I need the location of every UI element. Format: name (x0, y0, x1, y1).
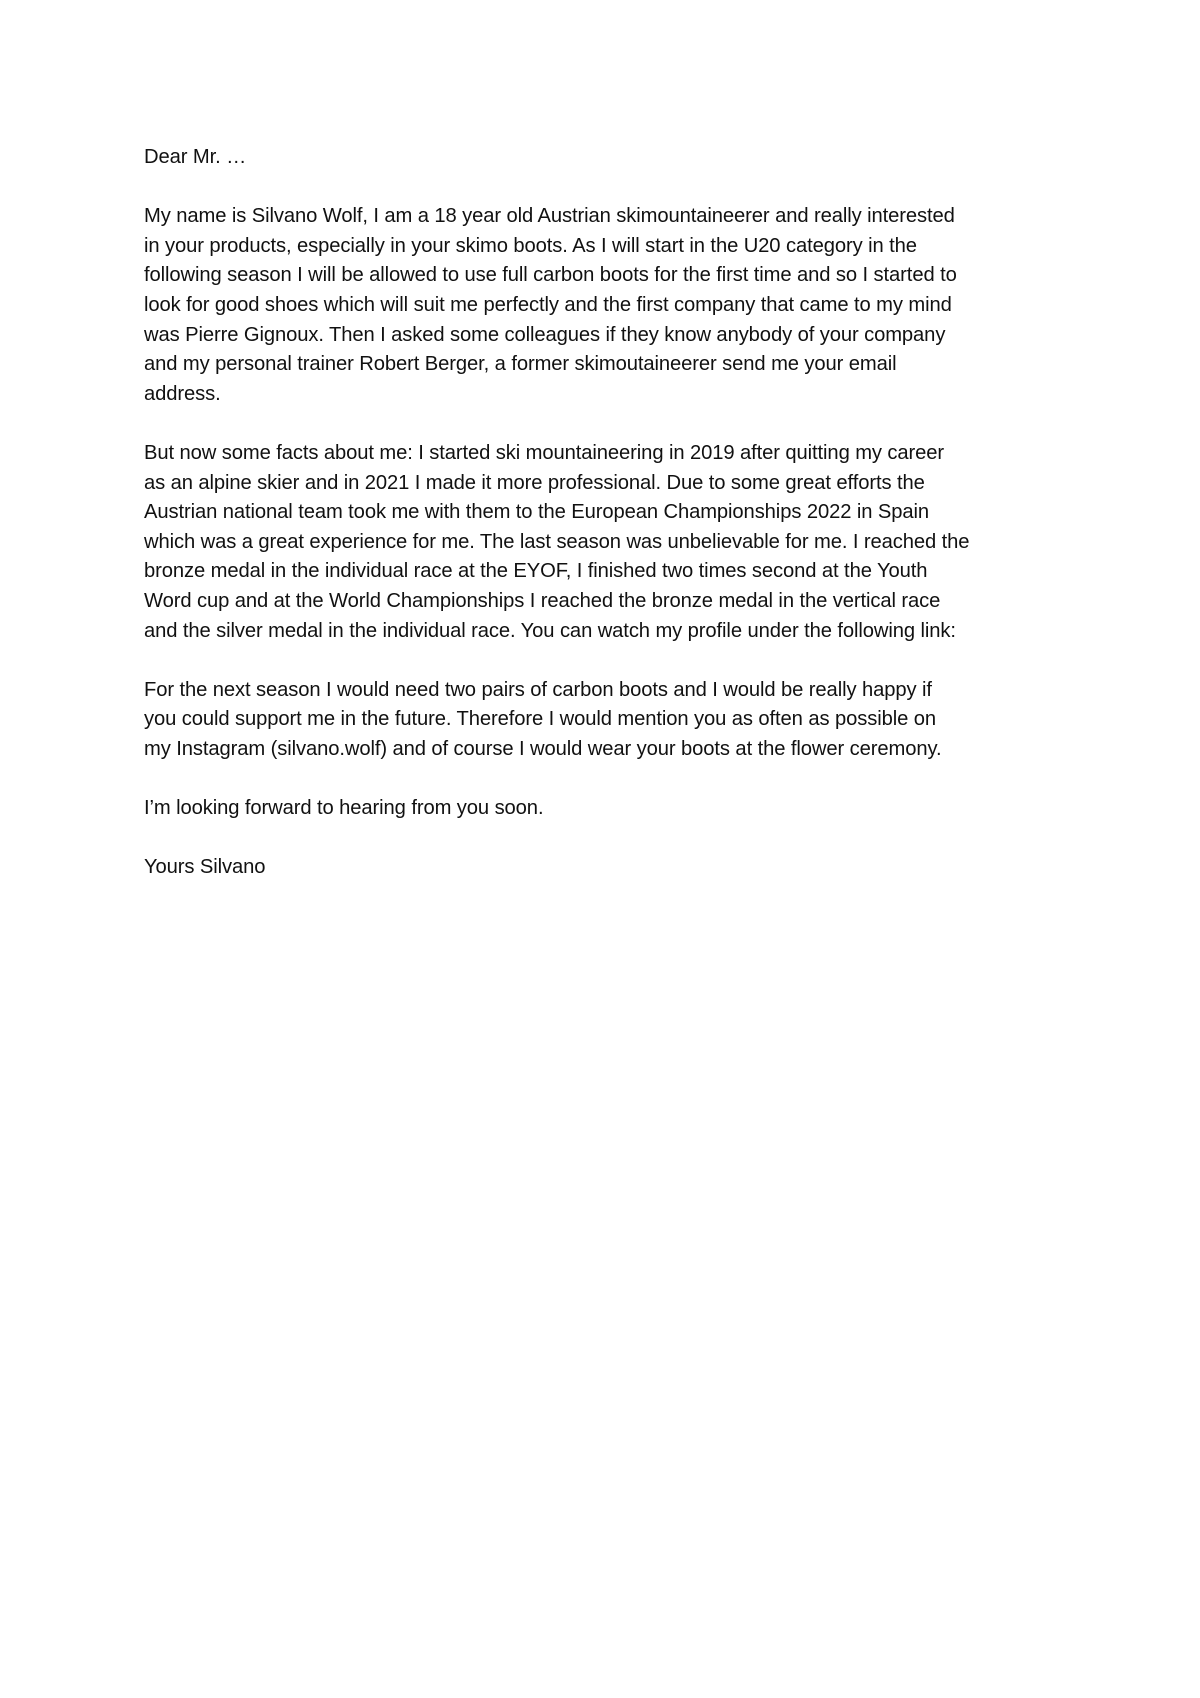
paragraph-line: look for good shoes which will suit me perfectly and the first company that came to my mind (144, 293, 952, 316)
paragraph-line: and my personal trainer Robert Berger, a former skimoutaineerer send me your email (144, 353, 897, 376)
paragraph-line: My name is Silvano Wolf, I am a 18 year old Austrian skimountaineerer and really interested (144, 205, 955, 228)
closing-line: I’m looking forward to hearing from you soon. (144, 797, 544, 820)
paragraph-line: address. (144, 382, 221, 405)
paragraph-spacer (144, 173, 1084, 203)
paragraph-line: as an alpine skier and in 2021 I made it more professional. Due to some great efforts the (144, 471, 925, 494)
salutation: Dear Mr. … (144, 146, 247, 168)
paragraph-line: But now some facts about me: I started ski mountaineering in 2019 after quitting my career (144, 441, 945, 464)
signoff: Yours Silvano (144, 855, 266, 878)
paragraph-spacer (144, 646, 1084, 676)
paragraph-line: bronze medal in the individual race at the EYOF, I finished two times second at the Youth (144, 560, 928, 583)
paragraph-spacer (144, 409, 1084, 439)
paragraph-line: Word cup and at the World Championships I reached the bronze medal in the vertical race (144, 589, 941, 612)
paragraph-spacer (144, 764, 1084, 794)
paragraph-line: following season I will be allowed to use full carbon boots for the first time and so I started to (144, 264, 957, 287)
paragraph-request (144, 676, 1084, 765)
paragraph-facts (144, 439, 1084, 646)
paragraph-line: and the silver medal in the individual race. You can watch my profile under the following link: (144, 619, 956, 642)
paragraph-line: you could support me in the future. Therefore I would mention you as often as possible on (144, 708, 936, 731)
paragraph-introduction (144, 202, 1084, 409)
paragraph-spacer (144, 824, 1084, 853)
paragraph-line: was Pierre Gignoux. Then I asked some colleagues if they know anybody of your company (144, 323, 946, 346)
paragraph-line: For the next season I would need two pairs of carbon boots and I would be really happy if (144, 678, 932, 701)
paragraph-line: which was a great experience for me. The last season was unbelievable for me. I reached the (144, 530, 970, 553)
paragraph-line: my Instagram (silvano.wolf) and of course I would wear your boots at the flower ceremony. (144, 737, 942, 760)
paragraph-line: Austrian national team took me with them to the European Championships 2022 in Spain (144, 501, 929, 524)
letter-body (144, 143, 1084, 882)
paragraph-line: in your products, especially in your skimo boots. As I will start in the U20 category in the (144, 234, 917, 257)
